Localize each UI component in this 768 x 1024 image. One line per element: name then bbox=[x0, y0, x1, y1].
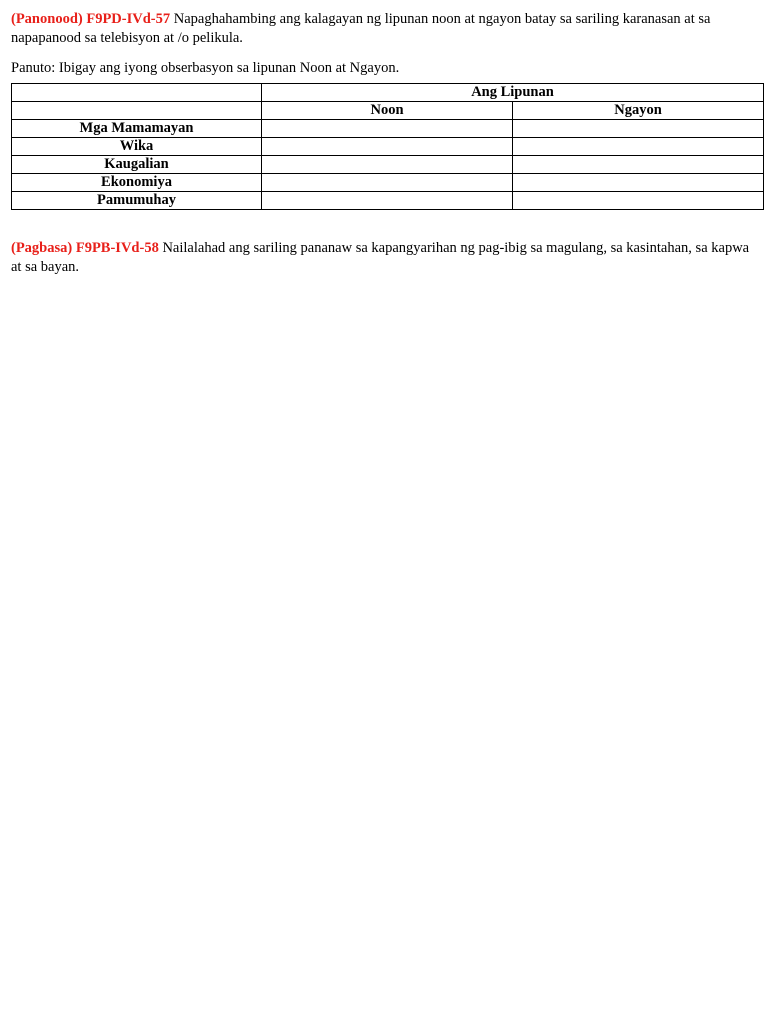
answer-cell-ngayon[interactable] bbox=[513, 192, 764, 210]
table-row bbox=[12, 138, 764, 156]
table-corner-cell bbox=[12, 102, 262, 120]
answer-cell-noon[interactable] bbox=[262, 156, 513, 174]
competency-code-pagbasa: (Pagbasa) F9PB-IVd-58 bbox=[11, 240, 159, 256]
column-header-noon: Noon bbox=[262, 102, 513, 120]
answer-cell-noon[interactable] bbox=[262, 138, 513, 156]
instruction-text: Panuto: Ibigay ang iyong obserbasyon sa lipunan Noon at Ngayon. bbox=[11, 60, 400, 76]
row-label: Pamumuhay bbox=[12, 192, 262, 210]
table-group-header: Ang Lipunan bbox=[262, 84, 764, 102]
competency-paragraph-panonood bbox=[11, 10, 763, 48]
row-label: Wika bbox=[12, 138, 262, 156]
competency-paragraph-pagbasa bbox=[11, 239, 763, 277]
table-row bbox=[12, 192, 764, 210]
answer-cell-ngayon[interactable] bbox=[513, 138, 764, 156]
table-header-row-group bbox=[12, 84, 764, 102]
document-page bbox=[11, 10, 763, 277]
lipunan-table bbox=[11, 83, 764, 210]
table-row bbox=[12, 174, 764, 192]
answer-cell-ngayon[interactable] bbox=[513, 120, 764, 138]
answer-cell-ngayon[interactable] bbox=[513, 156, 764, 174]
table-row bbox=[12, 120, 764, 138]
row-label: Ekonomiya bbox=[12, 174, 262, 192]
competency-code-panonood: (Panonood) F9PD-IVd-57 bbox=[11, 11, 171, 27]
table-header-row-columns bbox=[12, 102, 764, 120]
answer-cell-ngayon[interactable] bbox=[513, 174, 764, 192]
column-header-ngayon: Ngayon bbox=[513, 102, 764, 120]
table-corner-cell bbox=[12, 84, 262, 102]
table-row bbox=[12, 156, 764, 174]
answer-cell-noon[interactable] bbox=[262, 174, 513, 192]
answer-cell-noon[interactable] bbox=[262, 192, 513, 210]
row-label: Kaugalian bbox=[12, 156, 262, 174]
row-label: Mga Mamamayan bbox=[12, 120, 262, 138]
answer-cell-noon[interactable] bbox=[262, 120, 513, 138]
competency-text-pagbasa: Nailalahad ang sariling pananaw sa kapangyarihan ng pag-ibig sa magulang, sa kasintahan, sa kapwa at sa bayan. bbox=[11, 240, 750, 275]
competency-text-panonood: Napaghahambing ang kalagayan ng lipunan noon at ngayon batay sa sariling karanasan at sa napapanood sa telebisyon at /o pelikula. bbox=[11, 11, 711, 46]
